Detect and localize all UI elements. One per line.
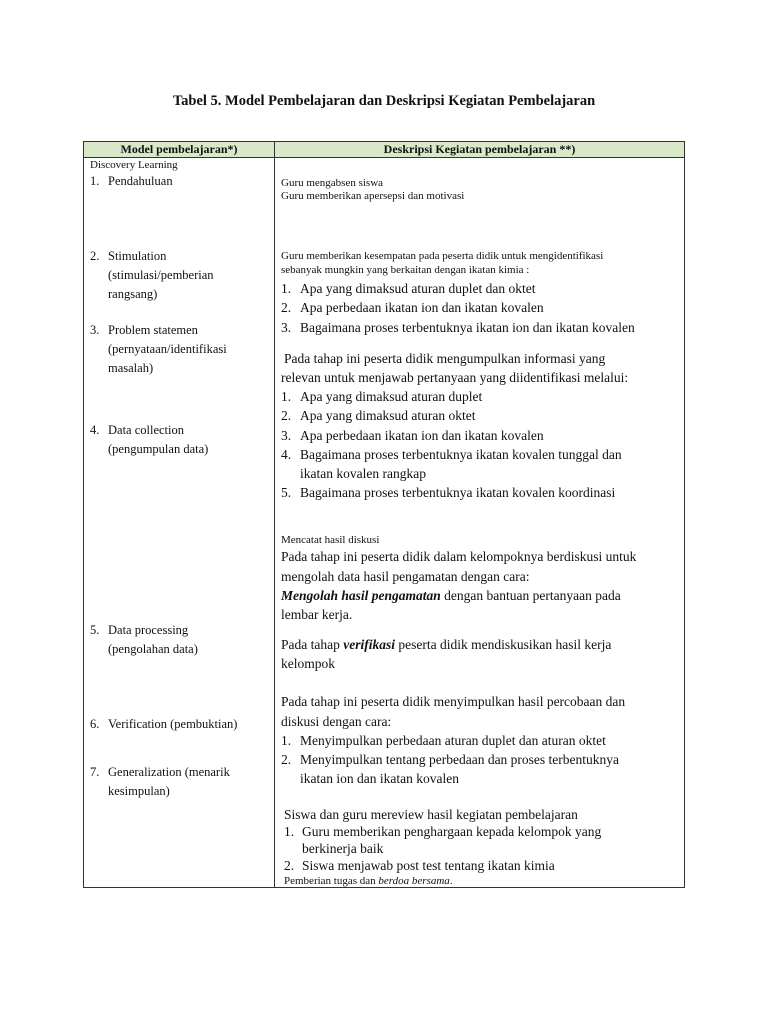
- collection-item-5: Bagaimana proses terbentuknya ikatan kovalen koordinasi: [300, 485, 616, 500]
- header-deskripsi: Deskripsi Kegiatan pembelajaran **): [383, 142, 576, 156]
- processing-line-3: [281, 588, 621, 604]
- table-header: [84, 142, 684, 158]
- generalization-item-1-number: 1.: [281, 733, 292, 748]
- processing-line-2: mengolah data hasil pengamatan dengan cara:: [281, 569, 530, 584]
- step-3-label: Problem statemen: [108, 323, 198, 337]
- verification-post: peserta didik mendiskusikan hasil kerja: [394, 637, 612, 652]
- collection-item-4: Bagaimana proses terbentuknya ikatan kovalen tunggal dan: [300, 447, 622, 462]
- step-1-number: 1.: [90, 174, 100, 188]
- collection-intro-1: Pada tahap ini peserta didik mengumpulkan informasi yang: [284, 351, 606, 366]
- stimulation-item-2: Apa perbedaan ikatan ion dan ikatan kovalen: [300, 300, 544, 315]
- penutup-item-1: Guru memberikan penghargaan kepada kelompok yang: [302, 824, 602, 839]
- collection-item-3-number: 3.: [281, 428, 292, 443]
- stimulation-intro-2: sebanyak mungkin yang berkaitan dengan ikatan kimia :: [281, 264, 530, 276]
- step-2-label: Stimulation: [108, 249, 167, 263]
- tugas-emphasis: berdoa bersama: [378, 875, 450, 887]
- processing-line-4: lembar kerja.: [281, 607, 353, 622]
- stimulation-item-3-number: 3.: [281, 320, 292, 335]
- step-3-sub2: masalah): [108, 361, 154, 375]
- collection-item-1: Apa yang dimaksud aturan duplet: [300, 389, 483, 404]
- mencatat-text: Mencatat hasil diskusi: [281, 534, 380, 546]
- collection-item-5-number: 5.: [281, 485, 292, 500]
- collection-intro-2: relevan untuk menjawab pertanyaan yang diidentifikasi melalui:: [281, 370, 629, 385]
- processing-line-1: Pada tahap ini peserta didik dalam kelompoknya berdiskusi untuk: [281, 549, 637, 564]
- collection-item-2-number: 2.: [281, 408, 292, 423]
- stimulation-item-2-number: 2.: [281, 300, 292, 315]
- tugas-pre: Pemberian tugas dan: [284, 875, 379, 887]
- collection-item-2: Apa yang dimaksud aturan oktet: [300, 408, 476, 423]
- step-3-sub1: (pernyataan/identifikasi: [108, 342, 227, 356]
- step-4-sub1: (pengumpulan data): [108, 442, 209, 456]
- step-5-number: 5.: [90, 623, 100, 637]
- generalization-line-1: Pada tahap ini peserta didik menyimpulkan hasil percobaan dan: [281, 694, 626, 709]
- penutup-line-1: Siswa dan guru mereview hasil kegiatan pembelajaran: [284, 807, 578, 822]
- tugas-post: .: [449, 875, 453, 887]
- step-3-number: 3.: [90, 323, 100, 337]
- penutup-item-2: Siswa menjawab post test tentang ikatan kimia: [302, 858, 555, 873]
- lesson-table: [83, 141, 685, 888]
- penutup-item-1-cont: berkinerja baik: [302, 841, 384, 856]
- step-4-label: Data collection: [108, 423, 185, 437]
- verification-line-1: [281, 637, 611, 653]
- verification-pre: Pada tahap: [281, 637, 344, 652]
- step-7-sub1: kesimpulan): [108, 784, 170, 798]
- penutup-item-2-number: 2.: [284, 858, 295, 873]
- step-2-sub1: (stimulasi/pemberian: [108, 268, 214, 282]
- pendahuluan-line-2: Guru memberikan apersepsi dan motivasi: [281, 190, 465, 202]
- pendahuluan-line-1: Guru mengabsen siswa: [281, 177, 384, 189]
- generalization-item-2: Menyimpulkan tentang perbedaan dan proses terbentuknya: [300, 752, 620, 767]
- step-5-sub1: (pengolahan data): [108, 642, 198, 656]
- collection-item-1-number: 1.: [281, 389, 292, 404]
- column-divider: [274, 142, 275, 887]
- step-2-number: 2.: [90, 249, 100, 263]
- verification-emphasis: verifikasi: [343, 637, 395, 652]
- stimulation-intro-1: Guru memberikan kesempatan pada peserta didik untuk mengidentifikasi: [281, 250, 604, 262]
- generalization-item-1: Menyimpulkan perbedaan aturan duplet dan aturan oktet: [300, 733, 606, 748]
- step-2-sub2: rangsang): [108, 287, 158, 301]
- collection-item-3: Apa perbedaan ikatan ion dan ikatan kovalen: [300, 428, 544, 443]
- step-4-number: 4.: [90, 423, 100, 437]
- stimulation-item-3: Bagaimana proses terbentuknya ikatan ion dan ikatan kovalen: [300, 320, 635, 335]
- step-6-label: Verification (pembuktian): [108, 717, 238, 731]
- model-name: Discovery Learning: [90, 159, 178, 171]
- collection-item-4-cont: ikatan kovalen rangkap: [300, 466, 426, 481]
- page-title: Tabel 5. Model Pembelajaran dan Deskripsi Kegiatan Pembelajaran: [172, 93, 596, 109]
- generalization-item-2-cont: ikatan ion dan ikatan kovalen: [300, 771, 459, 786]
- penutup-item-1-number: 1.: [284, 824, 295, 839]
- verification-line-2: kelompok: [281, 656, 335, 671]
- step-7-label: Generalization (menarik: [108, 765, 230, 779]
- header-model: Model pembelajaran*): [120, 142, 238, 156]
- step-6-number: 6.: [90, 717, 100, 731]
- step-1-label: Pendahuluan: [108, 174, 173, 188]
- step-5-label: Data processing: [108, 623, 189, 637]
- processing-line-3-rest: dengan bantuan pertanyaan pada: [440, 588, 621, 603]
- collection-item-4-number: 4.: [281, 447, 292, 462]
- generalization-item-2-number: 2.: [281, 752, 292, 767]
- stimulation-item-1-number: 1.: [281, 281, 292, 296]
- generalization-line-2: diskusi dengan cara:: [281, 714, 392, 729]
- tugas-line: [284, 875, 453, 887]
- step-7-number: 7.: [90, 765, 100, 779]
- stimulation-item-1: Apa yang dimaksud aturan duplet dan oktet: [300, 281, 536, 296]
- processing-emphasis: Mengolah hasil pengamatan: [281, 588, 441, 603]
